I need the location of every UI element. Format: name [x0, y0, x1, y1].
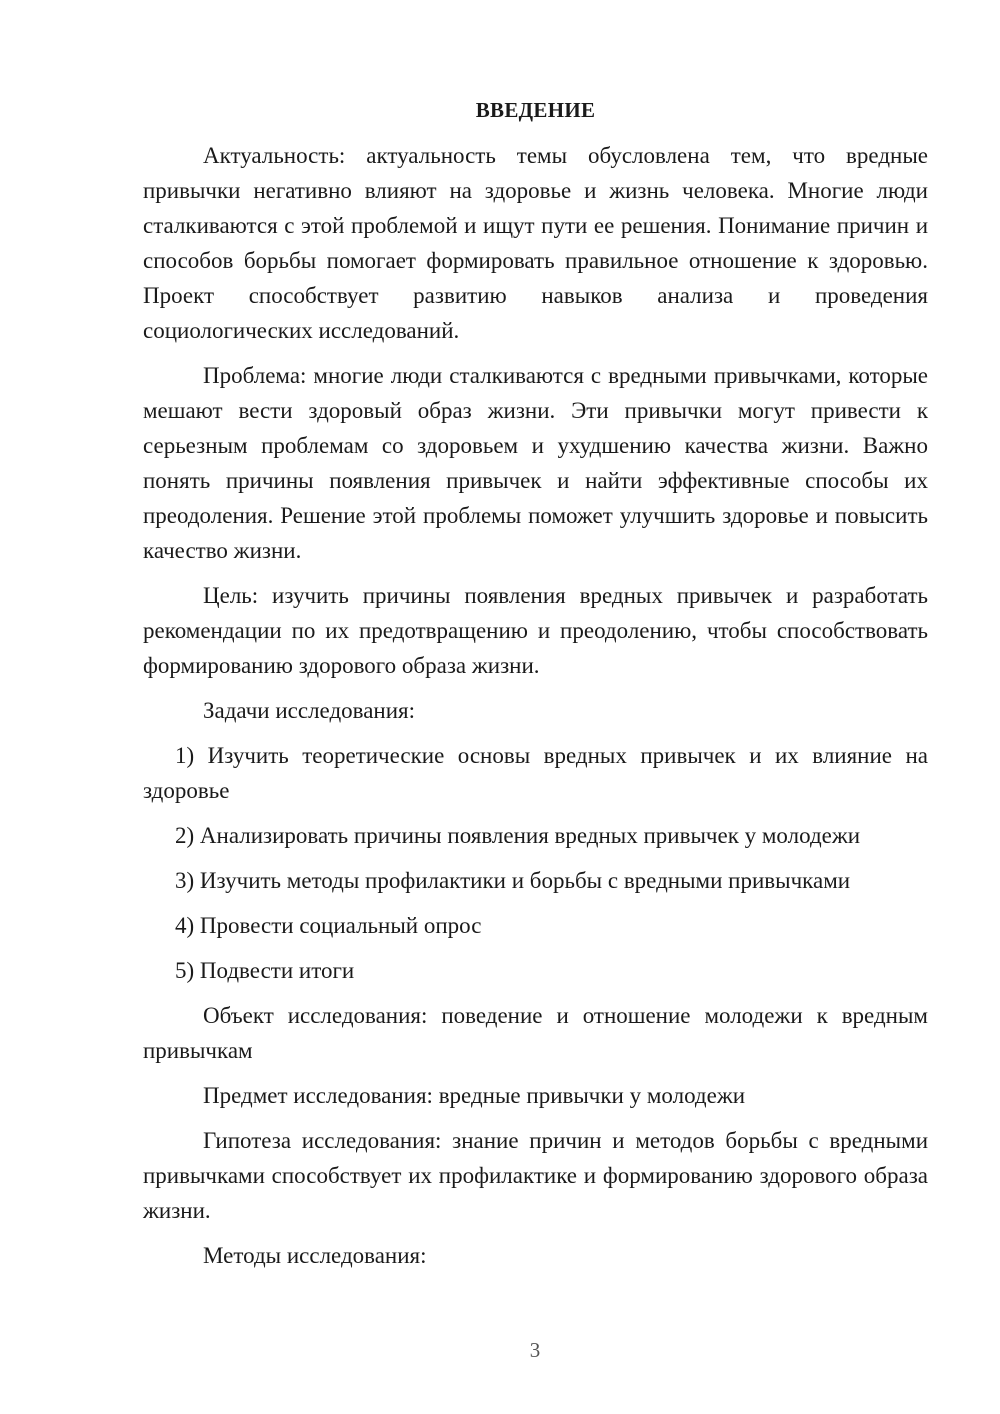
task-item: 4) Провести социальный опрос — [175, 913, 482, 938]
methods-heading: Методы исследования: — [203, 1243, 427, 1268]
object-paragraph: Объект исследования: поведение и отношение молодежи к вредным привычкам — [143, 1003, 928, 1063]
hypothesis-paragraph: Гипотеза исследования: знание причин и методов борьбы с вредными привычками способствует их профилактике и формированию здорового образа жизни. — [143, 1128, 928, 1223]
relevance-paragraph: Актуальность: актуальность темы обусловлена тем, что вредные привычки негативно влияют на здоровье и жизнь человека. Многие люди сталкиваются с этой проблемой и ищут пути ее решения. Понимание причин и способов борьбы помогает формировать правильное отношение к здоровью. Проект способствует развитию навыков анализа и проведения социологических исследований. — [143, 143, 928, 343]
tasks-heading: Задачи исследования: — [203, 698, 416, 723]
goal-paragraph: Цель: изучить причины появления вредных привычек и разработать рекомендации по их предотвращению и преодолению, чтобы способствовать формированию здорового образа жизни. — [143, 583, 928, 678]
page-number: 3 — [529, 1338, 541, 1362]
page-content — [143, 93, 928, 1283]
task-item: 3) Изучить методы профилактики и борьбы с вредными привычками — [175, 868, 851, 893]
problem-paragraph: Проблема: многие люди сталкиваются с вредными привычками, которые мешают вести здоровый образ жизни. Эти привычки могут привести к серьезным проблемам со здоровьем и ухудшению качества жизни. Важно понять причины появления привычек и найти эффективные способы их преодоления. Решение этой проблемы поможет улучшить здоровье и повысить качество жизни. — [143, 363, 928, 563]
task-item: 2) Анализировать причины появления вредных привычек у молодежи — [175, 823, 861, 848]
task-item: 5) Подвести итоги — [175, 958, 355, 983]
section-title: ВВЕДЕНИЕ — [475, 98, 596, 122]
task-item: 1) Изучить теоретические основы вредных привычек и их влияние на здоровье — [143, 743, 928, 803]
subject-paragraph: Предмет исследования: вредные привычки у молодежи — [203, 1083, 746, 1108]
